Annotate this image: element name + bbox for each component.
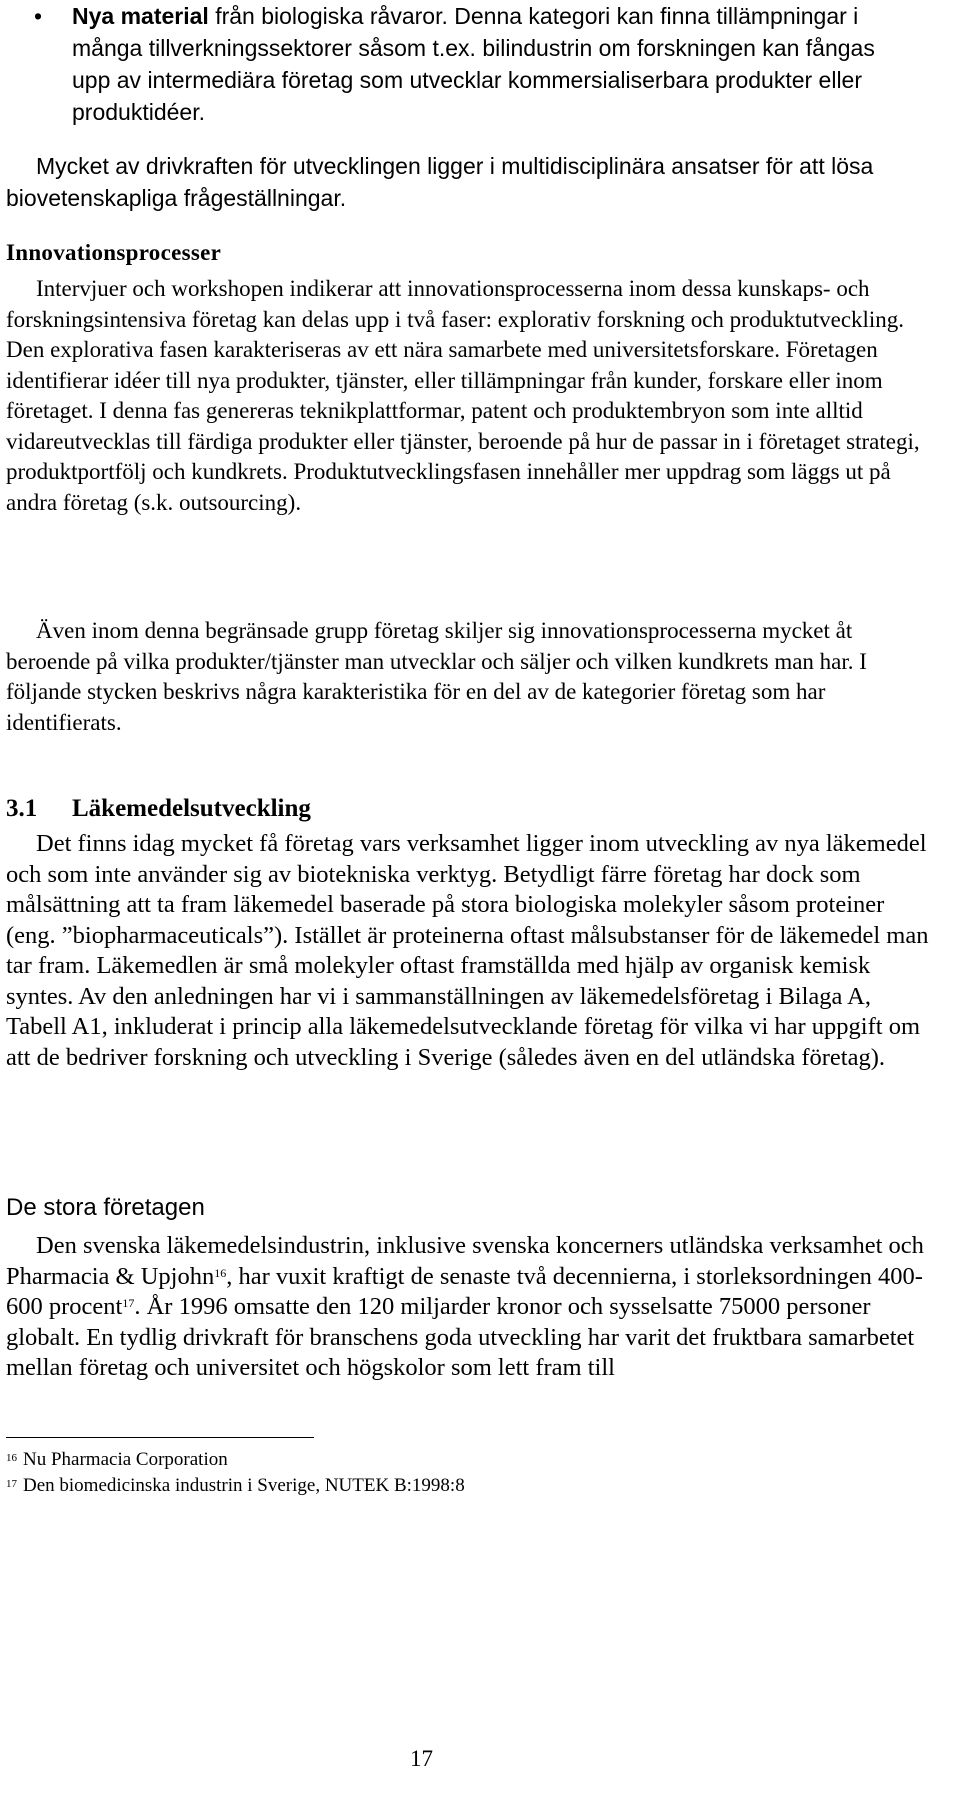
page-number: 17: [410, 1746, 433, 1771]
footnote-text: Nu Pharmacia Corporation: [23, 1449, 228, 1470]
text-segment: , har vuxit kraftigt de senaste två decennierna, i storleksordningen 400-600 procent: [6, 1262, 923, 1320]
footnote-mark: 17: [6, 1478, 17, 1490]
footnote-17: [6, 1474, 465, 1498]
footnote-ref-16[interactable]: 16: [214, 1265, 227, 1280]
heading-large-companies: De stora företagen: [6, 1194, 205, 1221]
paragraph-multidisciplinary: Mycket av drivkraften för utvecklingen ligger i multidisciplinära ansatser för att lösa biovetenskapliga frågeställningar.: [6, 153, 874, 211]
paragraph-innovation-phases: Intervjuer och workshopen indikerar att innovationsprocesserna inom dessa kunskaps- och forskningsintensiva företag kan delas upp i två faser: explorativ forskning och produktutveckling. Den explorativa fasen karakteriseras av ett nära samarbete med universitetsforskare. Företagen identifierar idéer till nya produkter, tjänster, eller tillämpningar från kunder, forskare eller inom företaget. I denna fas genereras teknikplattformar, patent och produktembryon som inte alltid vidareutvecklas till färdiga produkter eller tjänster, beroende på hur de passar in i företaget strategi, produktportfölj och kundkrets. Produktutvecklingsfasen innehåller mer uppdrag som läggs ut på andra företag (s.k. outsourcing).: [6, 276, 920, 515]
text-segment: Den svenska läkemedelsindustrin, inklusive svenska koncerners utländska verksamhet och Pharmacia & Upjohn: [6, 1232, 924, 1290]
section-number: 3.1: [6, 795, 38, 822]
bullet-marker: •: [34, 3, 43, 29]
paragraph-pharma-development: Det finns idag mycket få företag vars verksamhet ligger inom utveckling av nya läkemedel och som inte använder sig av biotekniska verktyg. Betydligt färre företag har dock som målsättning att ta fram läkemedel baserade på stora biologiska molekyler såsom proteiner (eng. ”biopharmaceuticals”). Istället är proteinerna oftast målsubstanser för de läkemedel man tar fram. Läkemedlen är små molekyler oftast framställda med hjälp av organisk kemisk syntes. Av den anledningen har vi i sammanställningen av läkemedelsföretag i Bilaga A, Tabell A1, inkluderat i princip alla läkemedelsutvecklande företag för vilka vi har uppgift om att de bedriver forskning och utveckling i Sverige (således även en del utländska företag).: [6, 830, 929, 1071]
footnote-16: [6, 1448, 228, 1472]
heading-innovation-processes: Innovationsprocesser: [6, 240, 222, 265]
footnote-ref-17[interactable]: 17: [122, 1296, 135, 1310]
footnote-text: Den biomedicinska industrin i Sverige, NUTEK B:1998:8: [23, 1475, 465, 1496]
footnote-divider: [6, 1437, 314, 1438]
bullet-lead-term: Nya material: [72, 3, 209, 29]
text-segment: . År 1996 omsatte den 120 miljarder kronor och sysselsatte 75000 personer globalt. En tydlig drivkraft för branschens goda utveckling har varit det fruktbara samarbetet mellan företag och universitet och högskolor som lett fram till: [6, 1293, 915, 1381]
paragraph-large-companies: [6, 1231, 936, 1384]
footnote-mark: 16: [6, 1452, 17, 1464]
bullet-description: från biologiska råvaror. Denna kategori kan finna tillämpningar i många tillverkningssektorer såsom t.ex. bilindustrin om forskningen kan fångas upp av intermediära företag som utvecklar kommersialiserbara produkter eller produktidéer.: [72, 3, 875, 125]
bullet-text: [72, 0, 902, 128]
section-heading-3-1: [6, 795, 311, 823]
paragraph-innovation-variation: Även inom denna begränsade grupp företag skiljer sig innovationsprocesserna mycket åt beroende på vilka produkter/tjänster man utvecklar och säljer och vilken kundkrets man har. I följande stycken beskrivs några karakteristika för en del av de kategorier företag som har identifierats.: [6, 618, 867, 735]
section-title: Läkemedelsutveckling: [72, 795, 311, 822]
